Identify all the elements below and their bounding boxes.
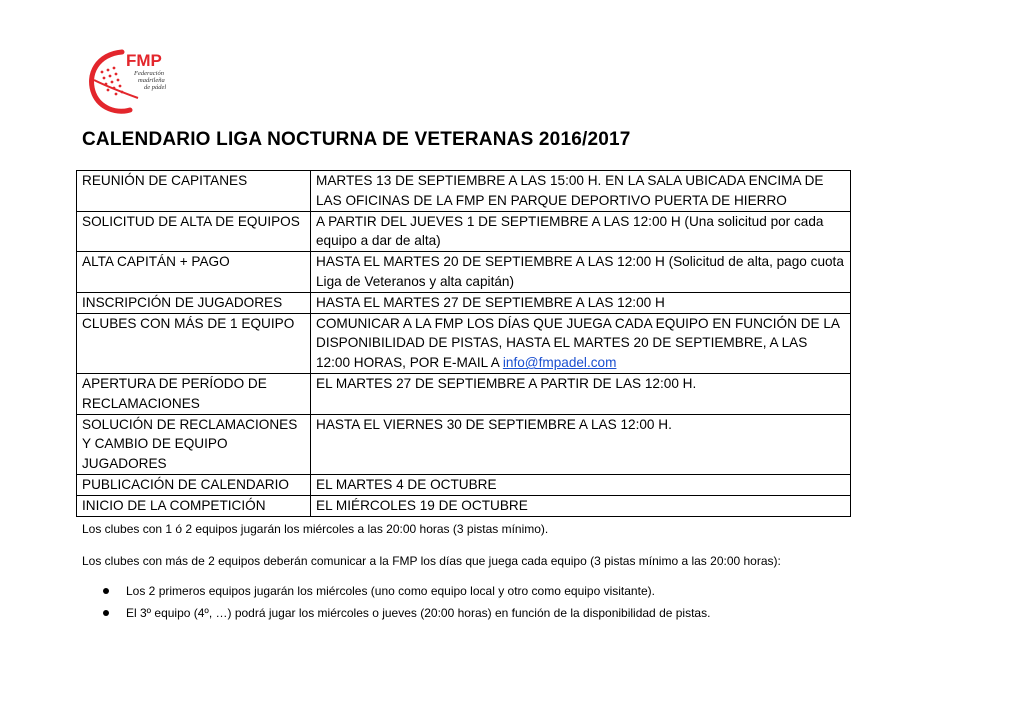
paragraph: Los clubes con más de 2 equipos deberán comunicar a la FMP los días que juega cada equipo (3 pistas mínimo a las 20:00 horas): — [82, 554, 781, 568]
logo-abbr: FMP — [126, 51, 162, 70]
row-detail: EL MARTES 4 DE OCTUBRE — [311, 474, 851, 495]
row-detail-text: COMUNICAR A LA FMP LOS DÍAS QUE JUEGA CADA EQUIPO EN FUNCIÓN DE LA DISPONIBILIDAD DE PISTAS, HASTA EL MARTES 20 DE SEPTIEMBRE, A LAS 12:00 HORAS, POR E-MAIL A — [316, 315, 840, 371]
table-row — [77, 171, 851, 212]
logo-line-1: Federación — [134, 70, 164, 77]
row-label: INSCRIPCIÓN DE JUGADORES — [77, 292, 311, 313]
bullet-icon — [103, 610, 109, 616]
list-item-text: Los 2 primeros equipos jugarán los miércoles (uno como equipo local y otro como equipo visitante). — [126, 584, 655, 598]
list-item — [82, 584, 710, 606]
table-row — [77, 292, 851, 313]
row-detail: EL MIÉRCOLES 19 DE OCTUBRE — [311, 495, 851, 516]
paragraph: Los clubes con 1 ó 2 equipos jugarán los miércoles a las 20:00 horas (3 pistas mínimo). — [82, 522, 549, 536]
table-row — [77, 495, 851, 516]
row-label: SOLICITUD DE ALTA DE EQUIPOS — [77, 211, 311, 252]
bullet-icon — [103, 588, 109, 594]
row-label: APERTURA DE PERÍODO DE RECLAMACIONES — [77, 373, 311, 414]
table-row — [77, 474, 851, 495]
list-item-text: El 3º equipo (4º, …) podrá jugar los miércoles o jueves (20:00 horas) en función de la disponibilidad de pistas. — [126, 606, 711, 620]
table-row — [77, 373, 851, 414]
row-detail — [311, 313, 851, 373]
logo-line-2: madrileña — [138, 77, 165, 84]
row-label: CLUBES CON MÁS DE 1 EQUIPO — [77, 313, 311, 373]
row-label: SOLUCIÓN DE RECLAMACIONES Y CAMBIO DE EQUIPO JUGADORES — [77, 414, 311, 474]
table-row — [77, 313, 851, 373]
row-label: INICIO DE LA COMPETICIÓN — [77, 495, 311, 516]
row-detail: EL MARTES 27 DE SEPTIEMBRE A PARTIR DE LAS 12:00 H. — [311, 373, 851, 414]
row-detail: HASTA EL MARTES 20 DE SEPTIEMBRE A LAS 12:00 H (Solicitud de alta, pago cuota Liga de Veteranos y alta capitán) — [311, 252, 851, 293]
row-detail: HASTA EL MARTES 27 DE SEPTIEMBRE A LAS 12:00 H — [311, 292, 851, 313]
email-link[interactable]: info@fmpadel.com — [502, 355, 617, 371]
bullet-list — [82, 584, 710, 628]
row-label: ALTA CAPITÁN + PAGO — [77, 252, 311, 293]
row-detail: A PARTIR DEL JUEVES 1 DE SEPTIEMBRE A LAS 12:00 H (Una solicitud por cada equipo a dar de alta) — [311, 211, 851, 252]
fmp-logo — [86, 44, 206, 120]
row-label: REUNIÓN DE CAPITANES — [77, 171, 311, 212]
table-row — [77, 211, 851, 252]
calendar-table — [76, 170, 851, 517]
table-row — [77, 414, 851, 474]
table-row — [77, 252, 851, 293]
row-detail: MARTES 13 DE SEPTIEMBRE A LAS 15:00 H. EN LA SALA UBICADA ENCIMA DE LAS OFICINAS DE LA FMP EN PARQUE DEPORTIVO PUERTA DE HIERRO — [311, 171, 851, 212]
logo-line-3: de pádel — [144, 84, 167, 91]
row-detail: HASTA EL VIERNES 30 DE SEPTIEMBRE A LAS 12:00 H. — [311, 414, 851, 474]
page-title: CALENDARIO LIGA NOCTURNA DE VETERANAS 2016/2017 — [82, 129, 631, 150]
list-item — [82, 606, 710, 628]
row-label: PUBLICACIÓN DE CALENDARIO — [77, 474, 311, 495]
